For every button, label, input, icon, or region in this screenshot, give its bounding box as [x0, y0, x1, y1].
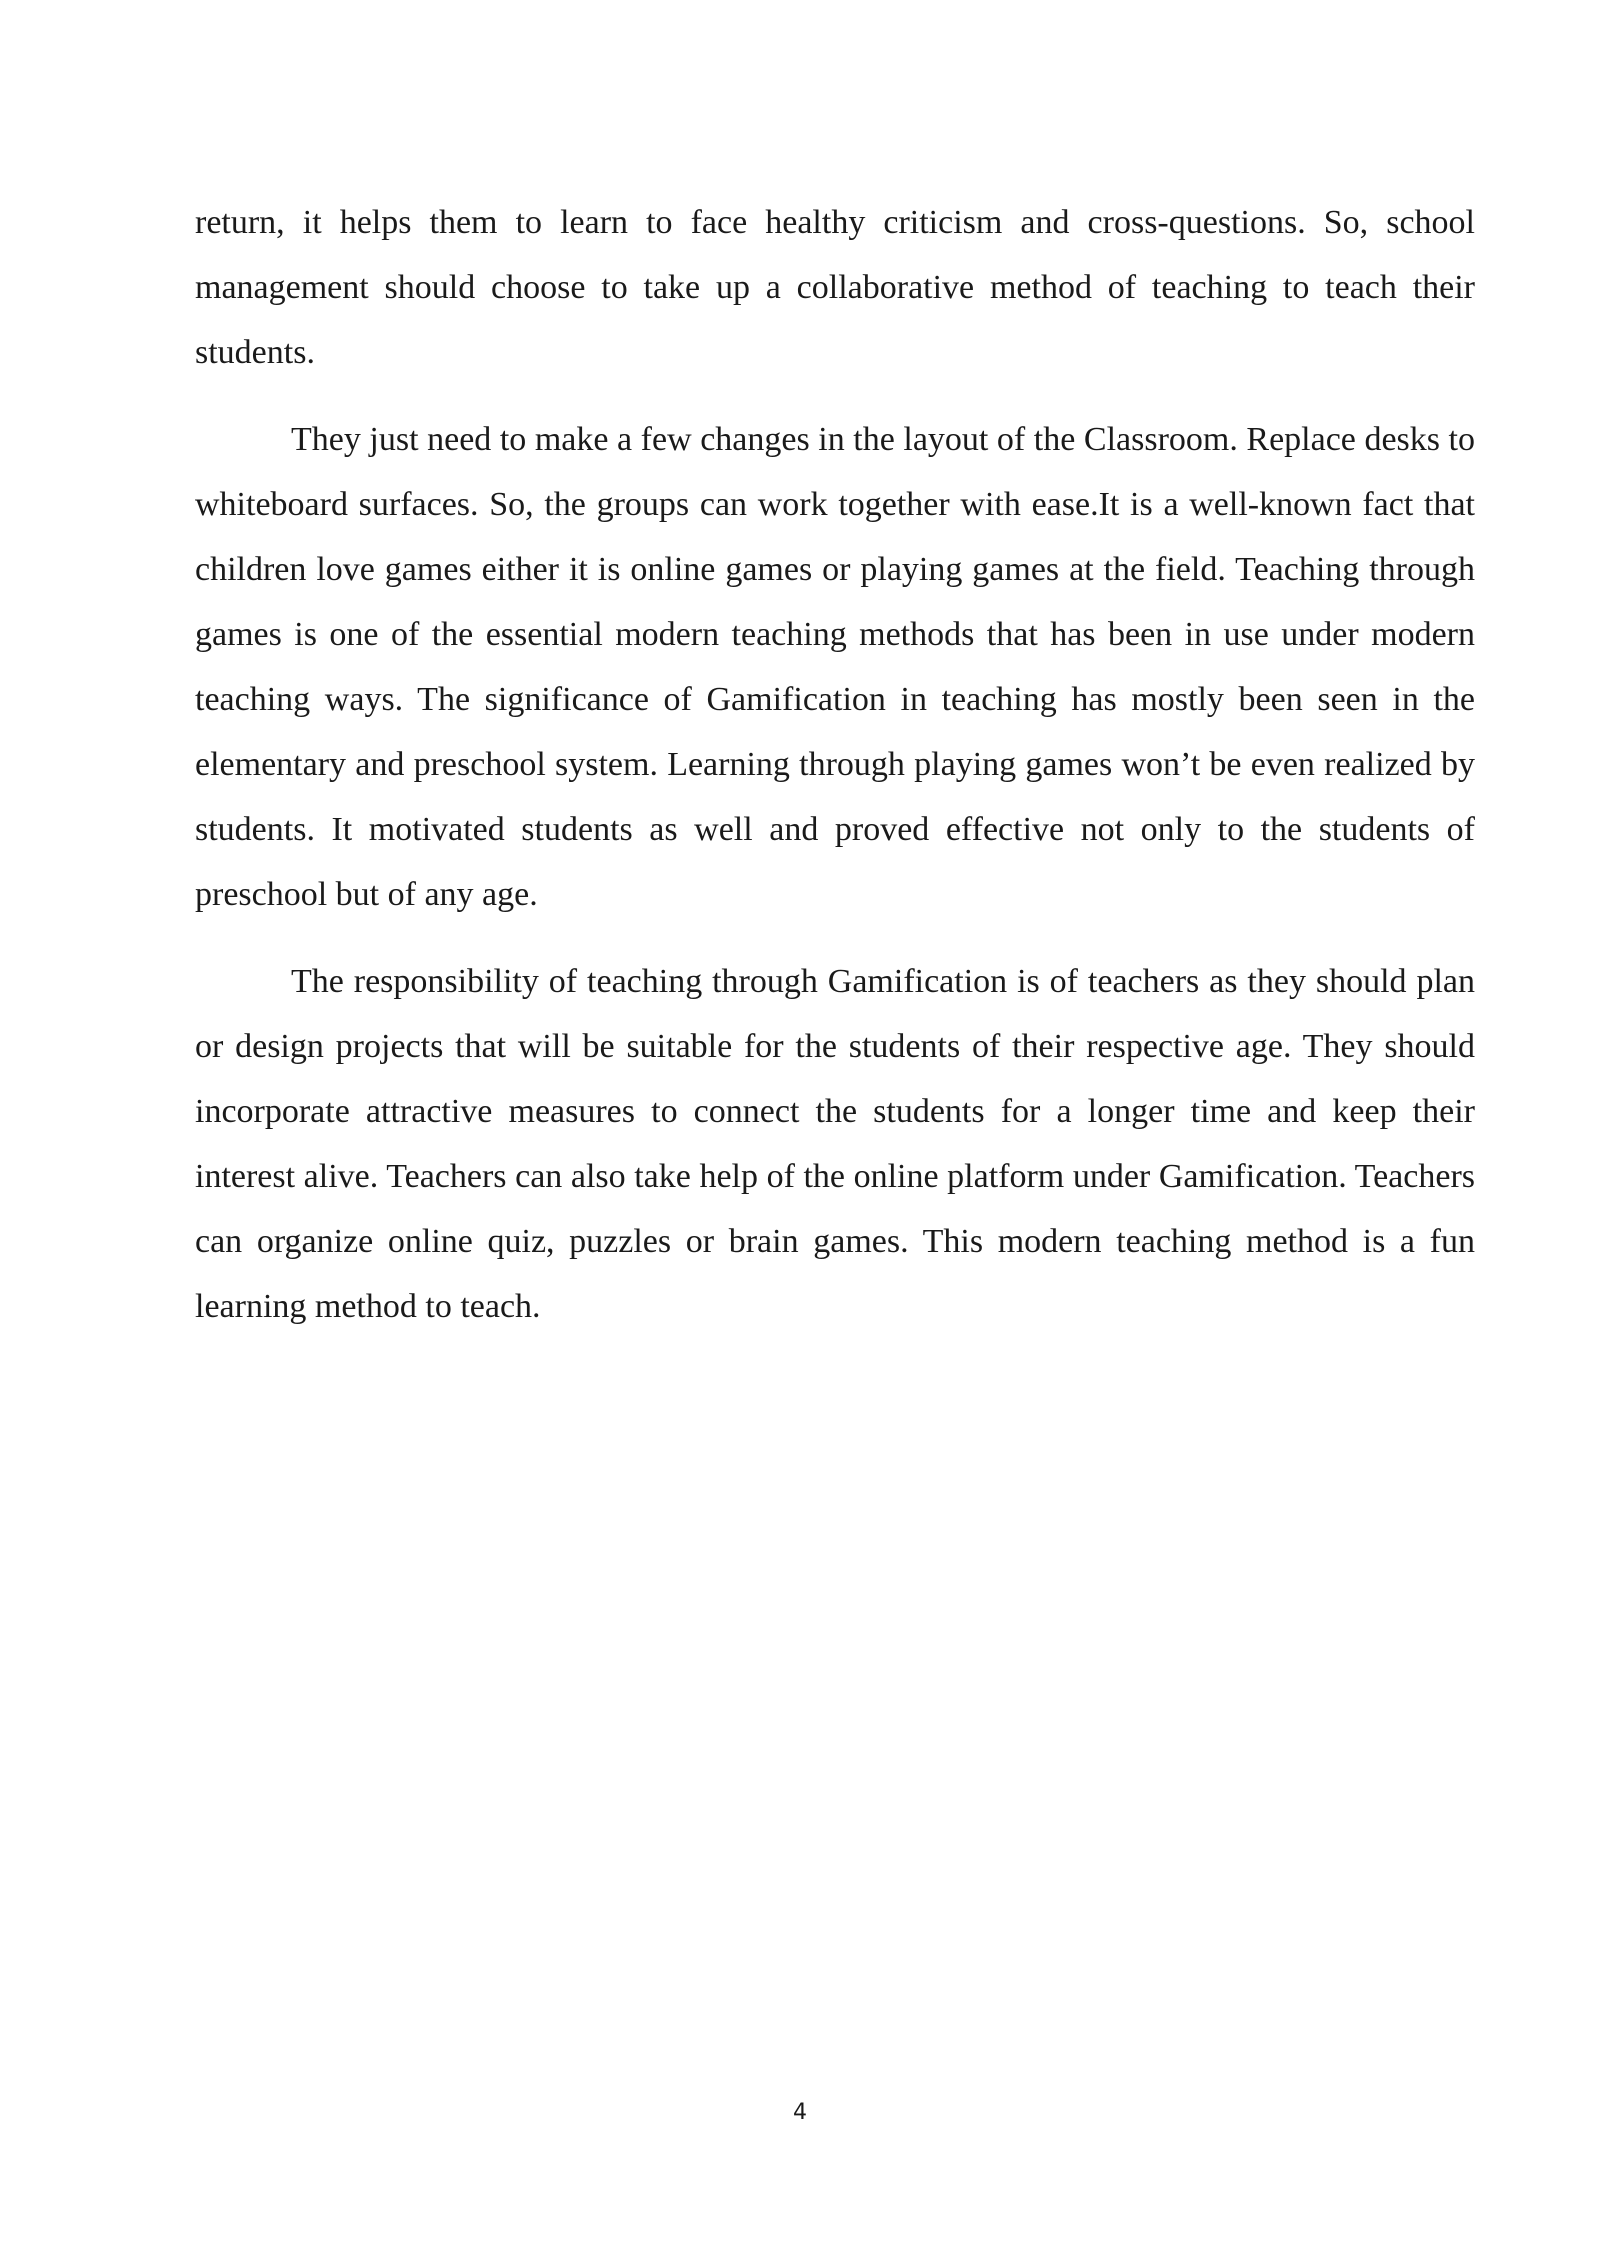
paragraph-1: return, it helps them to learn to face healthy criticism and cross-questions. So, school management should choose to take up a collaborative method of teaching to teach their students.	[195, 204, 1475, 371]
paragraph-2: They just need to make a few changes in the layout of the Classroom. Replace desks to whiteboard surfaces. So, the groups can work together with ease.It is a well-known fact that children love games either it is online games or playing games at the field. Teaching through games is one of the essential modern teaching methods that has been in use under modern teaching ways. The significance of Gamification in teaching has mostly been seen in the elementary and preschool system. Learning through playing games won’t be even realized by students. It motivated students as well and proved effective not only to the students of preschool but of any age.	[195, 421, 1475, 913]
document-body	[195, 190, 1475, 1361]
page-number: 4	[793, 2100, 807, 2125]
paragraph-3: The responsibility of teaching through Gamification is of teachers as they should plan or design projects that will be suitable for the students of their respective age. They should incorporate attractive measures to connect the students for a longer time and keep their interest alive. Teachers can also take help of the online platform under Gamification. Teachers can organize online quiz, puzzles or brain games. This modern teaching method is a fun learning method to teach.	[195, 963, 1475, 1325]
